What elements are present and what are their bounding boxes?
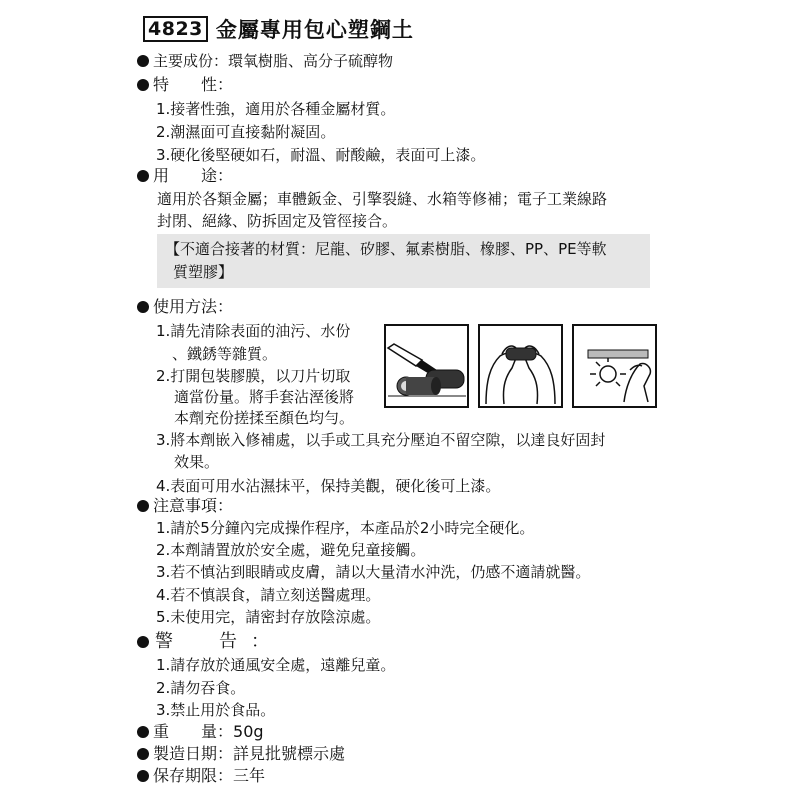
usage-heading: [137, 166, 233, 186]
unsuitable-line: 質塑膠】: [173, 263, 234, 281]
caution-item: 4.若不慎誤食，請立刻送醫處理。: [156, 586, 381, 604]
feature-item: 3.硬化後堅硬如石，耐溫、耐酸鹼，表面可上漆。: [156, 146, 486, 164]
caution-item: 1.請於5分鐘內完成操作程序，本產品於2小時完全硬化。: [156, 519, 535, 537]
feature-item: 2.潮濕面可直接黏附凝固。: [156, 123, 336, 141]
hands-knead-icon: [480, 326, 561, 406]
bullet-icon: [137, 301, 149, 313]
manufacture-date-value: 詳見批號標示處: [233, 744, 346, 763]
usage-label: 用 途：: [153, 166, 234, 185]
unsuitable-materials-note: [157, 234, 650, 288]
warning-item: 1.請存放於通風安全處，遠離兒童。: [156, 656, 396, 674]
usage-line: 適用於各類金屬；車體鈑金、引擎裂縫、水箱等修補；電子工業線路: [157, 190, 608, 208]
method-line: 1.請先清除表面的油污、水份: [156, 322, 351, 340]
cautions-label: 注意事項：: [153, 496, 234, 515]
ingredients-value: 環氧樹脂、高分子硫醇物: [228, 52, 394, 70]
warning-label: 警 告：: [155, 631, 283, 652]
caution-item: 5.未使用完，請密封存放陰涼處。: [156, 608, 381, 626]
bullet-icon: [137, 726, 149, 738]
method-line: 3.將本劑嵌入修補處，以手或工具充分壓迫不留空隙，以達良好固封: [156, 431, 606, 449]
product-title: 金屬專用包心塑鋼土: [215, 18, 414, 42]
bullet-icon: [137, 79, 149, 91]
warning-item: 3.禁止用於食品。: [156, 701, 276, 719]
ingredients-row: [137, 51, 393, 71]
method-line: 2.打開包裝膠膜，以刀片切取: [156, 367, 351, 385]
title-row: [143, 14, 414, 44]
shelf-life-row: [137, 766, 265, 786]
weight-row: [137, 722, 264, 742]
caution-item: 2.本劑請置放於安全處，避免兒童接觸。: [156, 541, 426, 559]
features-label: 特 性：: [153, 75, 234, 94]
knife-cut-icon: [386, 326, 467, 406]
cautions-heading: [137, 496, 233, 516]
method-label: 使用方法：: [153, 297, 234, 316]
warning-item: 2.請勿吞食。: [156, 679, 246, 697]
method-line: 、鐵銹等雜質。: [172, 345, 278, 363]
method-line: 本劑充份搓揉至顏色均勻。: [174, 409, 355, 427]
bullet-icon: [137, 500, 149, 512]
warning-heading: [137, 632, 283, 652]
weight-value: 50g: [233, 722, 264, 741]
bullet-icon: [137, 770, 149, 782]
weight-label: 重 量：: [153, 722, 234, 741]
product-code: 4823: [143, 16, 208, 42]
unsuitable-line: 【不適合接著的材質：尼龍、矽膠、氟素樹脂、橡膠、PP、PE等軟: [165, 240, 607, 258]
bullet-icon: [137, 636, 149, 648]
illustration-cutting: [384, 324, 469, 408]
shelf-life-value: 三年: [233, 766, 266, 785]
method-line: 適當份量。將手套沾溼後將: [174, 388, 355, 406]
illustration-kneading: [478, 324, 563, 408]
manufacture-date-label: 製造日期：: [153, 744, 234, 763]
bullet-icon: [137, 170, 149, 182]
method-heading: [137, 297, 233, 317]
ingredients-label: 主要成份：: [153, 52, 229, 70]
features-heading: [137, 75, 233, 95]
illustration-pressing: [572, 324, 657, 408]
method-line: 效果。: [174, 453, 220, 471]
usage-line: 封閉、絕緣、防拆固定及管徑接合。: [157, 212, 398, 230]
press-repair-icon: [574, 326, 655, 406]
method-line: 4.表面可用水沾濕抹平，保持美觀，硬化後可上漆。: [156, 477, 501, 495]
caution-item: 3.若不慎沾到眼睛或皮膚，請以大量清水沖洗，仍感不適請就醫。: [156, 563, 591, 581]
shelf-life-label: 保存期限：: [153, 766, 234, 785]
manufacture-date-row: [137, 744, 345, 764]
bullet-icon: [137, 748, 149, 760]
bullet-icon: [137, 55, 149, 67]
feature-item: 1.接著性強，適用於各種金屬材質。: [156, 100, 396, 118]
